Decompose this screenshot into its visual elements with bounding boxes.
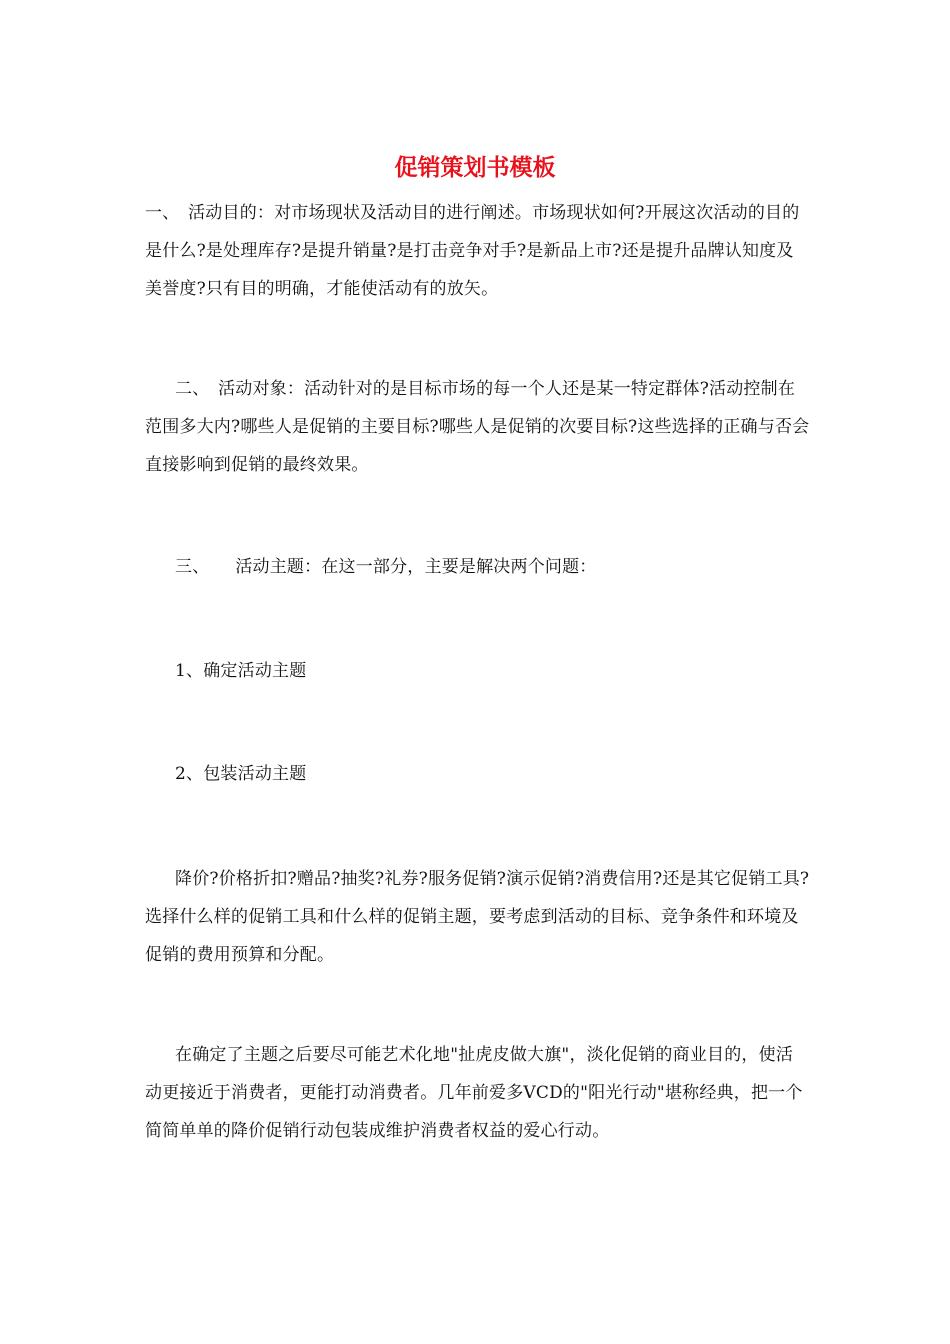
section-marker: 三、 bbox=[175, 557, 236, 577]
section-activity-purpose bbox=[145, 194, 810, 308]
section-text: 活动对象：活动针对的是目标市场的每一个人还是某一特定群体?活动控制在范围多大内?哪些人是促销的主要目标?哪些人是促销的次要目标?这些选择的正确与否会直接影响到促销的最终效果。 bbox=[145, 379, 810, 475]
list-item-confirm-theme: 1、确定活动主题 bbox=[175, 661, 307, 681]
section-text: 活动主题：在这一部分，主要是解决两个问题： bbox=[235, 557, 597, 577]
section-text: 活动目的：对市场现状及活动目的进行阐述。市场现状如何?开展这次活动的目的是什么?是处理库存?是提升销量?是打击竞争对手?是新品上市?还是提升品牌认知度及美誉度?只有目的明确，才能使活动有的放矢。 bbox=[145, 203, 800, 299]
paragraph-promotion-tools: 降价?价格折扣?赠品?抽奖?礼券?服务促销?演示促销?消费信用?还是其它促销工具?选择什么样的促销工具和什么样的促销主题，要考虑到活动的目标、竞争条件和环境及促销的费用预算和分配。 bbox=[145, 869, 810, 965]
section-marker: 二、 bbox=[175, 379, 219, 399]
paragraph-theme-packaging: 在确定了主题之后要尽可能艺术化地"扯虎皮做大旗"，淡化促销的商业目的，使活动更接近于消费者，更能打动消费者。几年前爱多VCD的"阳光行动"堪称经典，把一个简简单单的降价促销行动包装成维护消费者权益的爱心行动。 bbox=[145, 1045, 803, 1141]
list-item-package-theme: 2、包装活动主题 bbox=[175, 764, 307, 784]
section-activity-target bbox=[145, 370, 810, 484]
section-marker: 一、 bbox=[145, 203, 189, 223]
section-activity-theme bbox=[145, 548, 810, 586]
document-title: 促销策划书模板 bbox=[394, 154, 556, 181]
